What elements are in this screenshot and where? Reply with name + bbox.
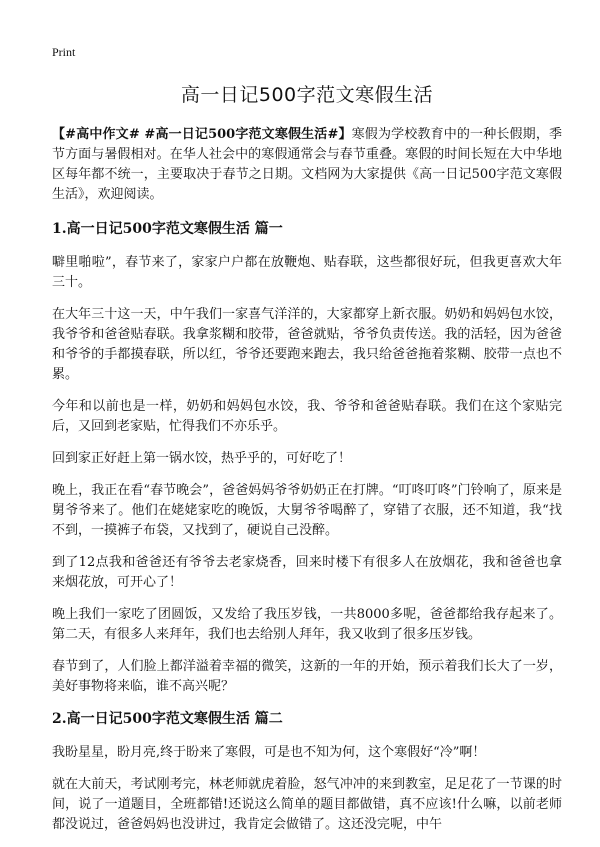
paragraph: 到了12点我和爸爸还有爷爷去老家烧香，回来时楼下有很多人在放烟花，我和爸爸也拿来烟花放，可开心了！ xyxy=(52,555,562,590)
section-heading: 1.高一日记500字范文寒假生活 篇一 xyxy=(52,221,283,237)
section-heading: 2.高一日记500字范文寒假生活 篇二 xyxy=(52,711,283,727)
intro-paragraph xyxy=(52,125,562,205)
paragraph: 晚上我们一家吃了团圆饭，又发给了我压岁钱，一共8000多呢，爸爸都给我存起来了。第二天，有很多人来拜年，我们也去给别人拜年，我又收到了很多压岁钱。 xyxy=(52,607,562,642)
paragraph: 我盼星星，盼月亮,终于盼来了寒假，可是也不知为何，这个寒假好“冷”啊！ xyxy=(52,745,486,760)
print-link[interactable]: Print xyxy=(52,45,76,59)
paragraph: 噼里啪啦”，春节来了，家家户户都在放鞭炮、贴春联，这些都很好玩，但我更喜欢大年三十。 xyxy=(52,255,562,290)
section-2 xyxy=(52,709,562,835)
page-title: 高一日记500字范文寒假生活 xyxy=(180,84,434,106)
document-page xyxy=(52,80,562,847)
paragraph: 在大年三十这一天，中午我们一家喜气洋洋的，大家都穿上新衣服。奶奶和妈妈包水饺，我爷爷和爸爸贴春联。我拿浆糊和胶带，爸爸就贴，爷爷负责传送。我的活轻，因为爸爸和爷爷的手都摸春联，所以红，爷爷还要跑来跑去，我只给爸爸拖着浆糊、胶带一点也不累。 xyxy=(52,307,562,382)
paragraph: 晚上，我正在看“春节晚会”，爸爸妈妈爷爷奶奶正在打牌。“叮咚叮咚”门铃响了，原来是舅爷爷来了。他们在姥姥家吃的晚饭，大舅爷爷喝醉了，穿错了衣服，还不知道，我“找不到，一摸裤子布袋，又找到了，硬说自己没醉。 xyxy=(52,483,562,538)
intro-tags: 【#高中作文# #高一日记500字范文寒假生活#】 xyxy=(52,127,352,142)
paragraph: 回到家正好赶上第一锅水饺，热乎乎的，可好吃了！ xyxy=(52,451,352,466)
section-1 xyxy=(52,219,562,697)
paragraph: 春节到了，人们脸上都洋溢着幸福的微笑，这新的一年的开始，预示着我们长大了一岁，美好事物将来临，谁不高兴呢？ xyxy=(52,659,562,694)
paragraph: 今年和以前也是一样，奶奶和妈妈包水饺，我、爷爷和爸爸贴春联。我们在这个家贴完后，又回到老家贴，忙得我们不亦乐乎。 xyxy=(52,399,562,434)
paragraph: 就在大前天，考试刚考完，林老师就虎着脸，怒气冲冲的来到教室，足足花了一节课的时间，说了一道题目，全班都错!还说这么简单的题目都做错，真不应该!什么嘛，以前老师都没说过，爸爸妈妈也没讲过，我肯定会做错了。这还没完呢，中午 xyxy=(52,777,562,832)
intro-text: 寒假为学校教育中的一种长假期，季节方面与暑假相对。在华人社会中的寒假通常会与春节重叠。寒假的时间长短在大中华地区每年都不统一，主要取决于春节之日期。文档网为大家提供《高一日记500字范文寒假生活》，欢迎阅读。 xyxy=(52,127,562,202)
